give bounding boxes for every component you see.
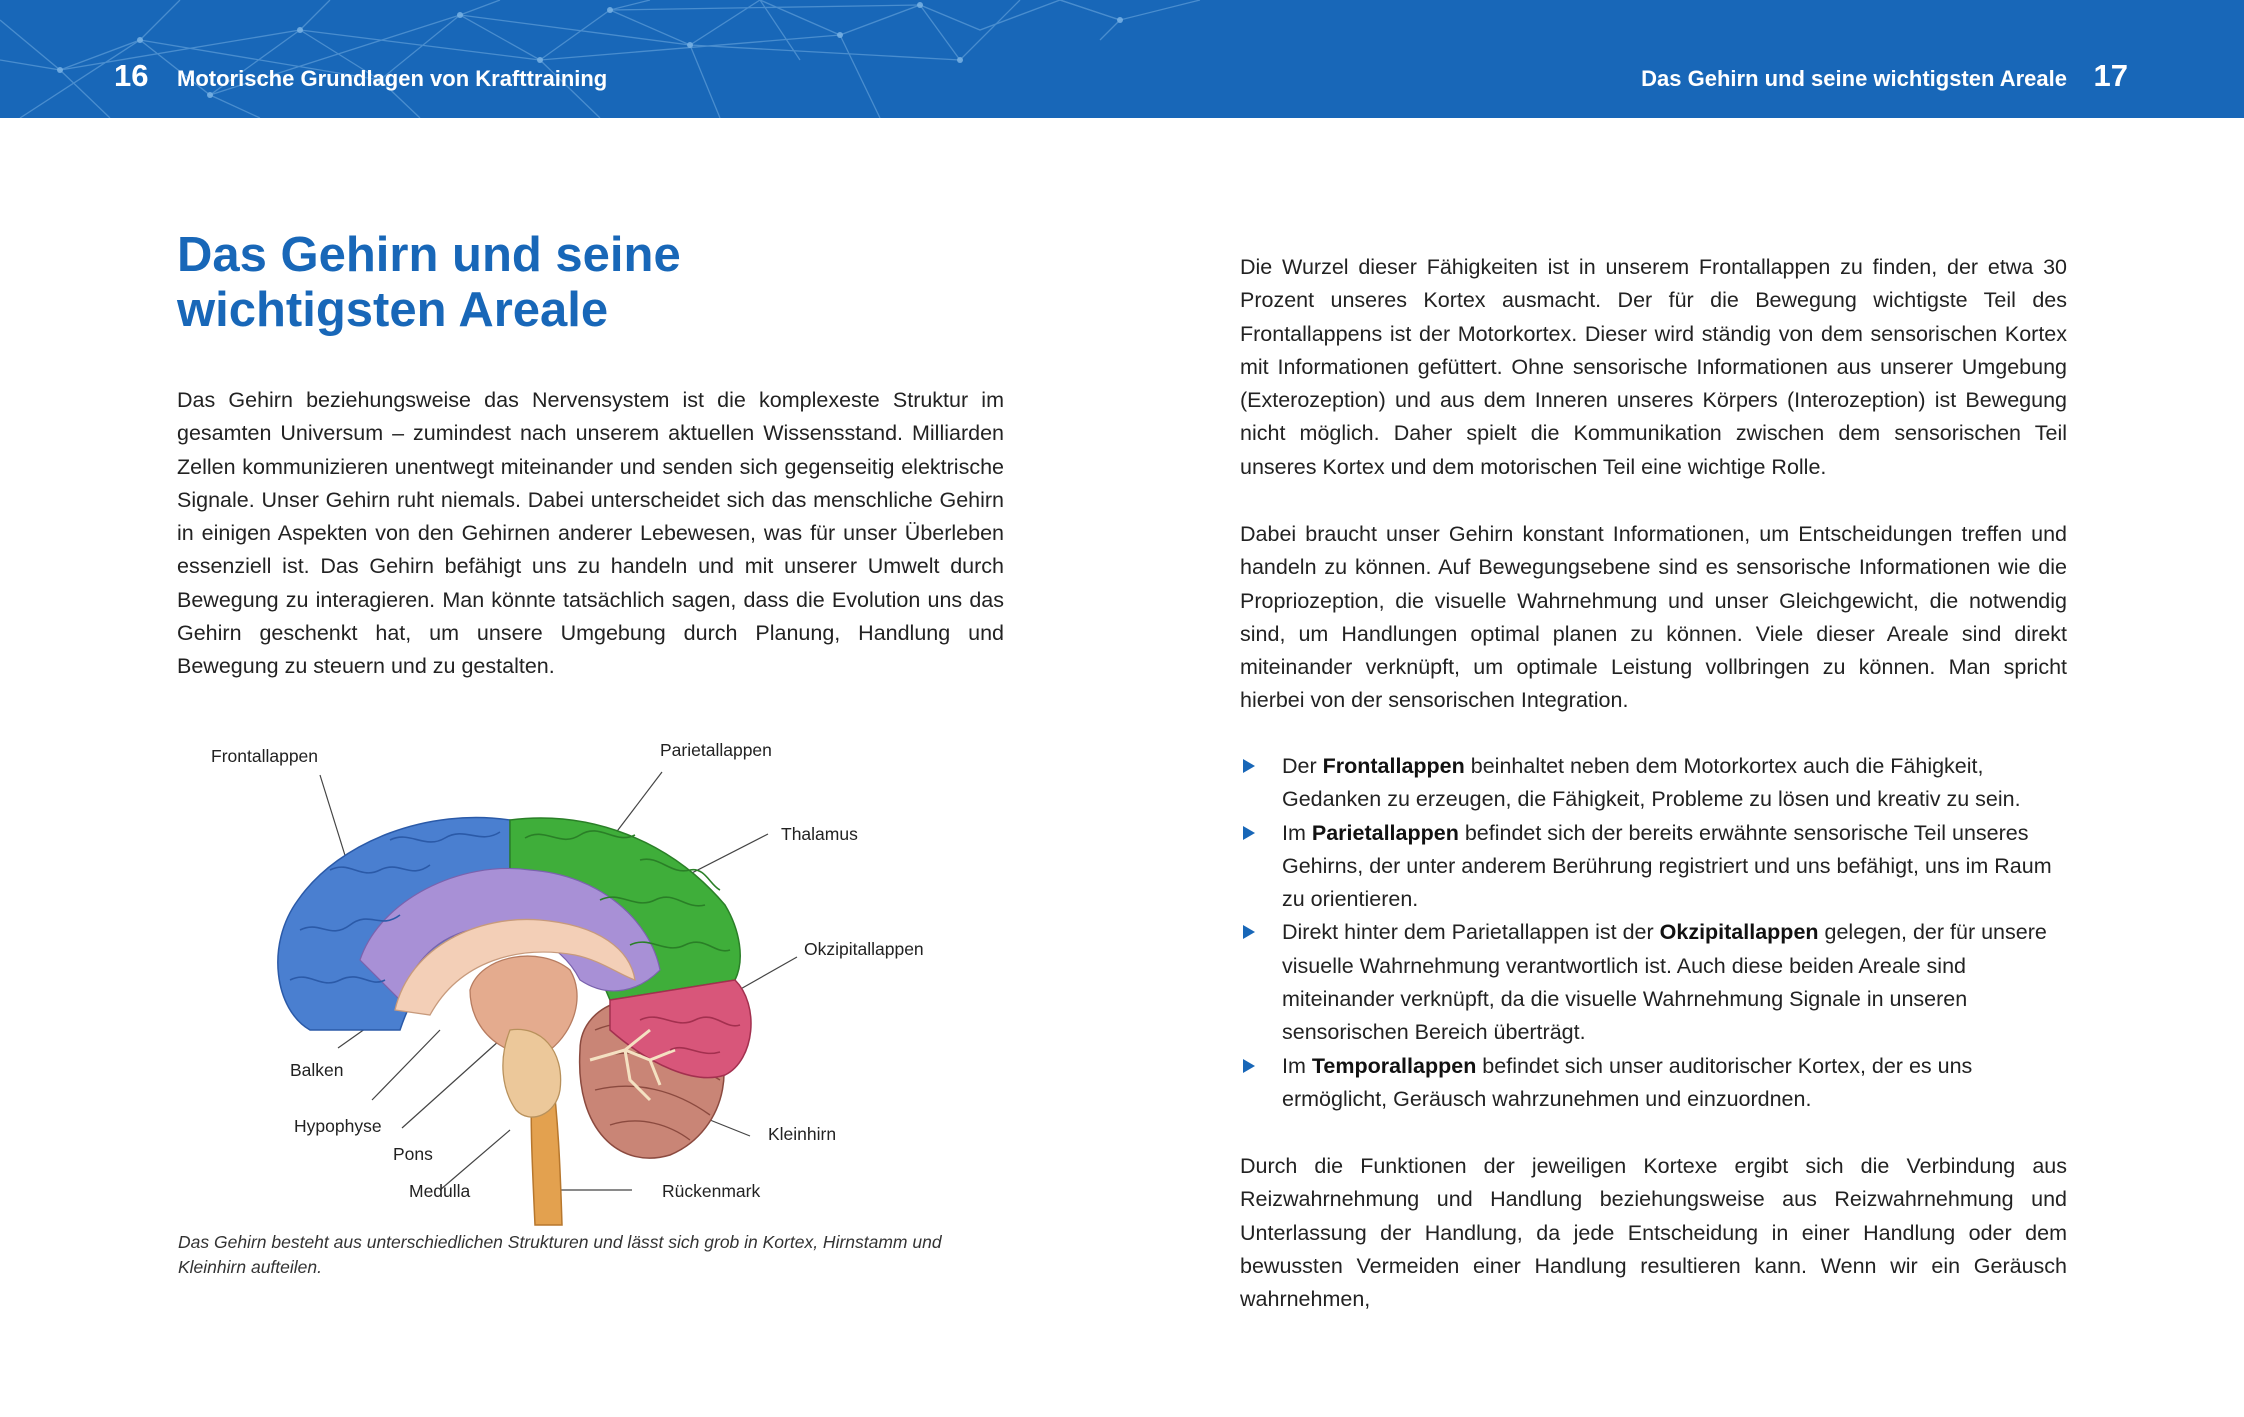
right-paragraph-3: Durch die Funktionen der jeweiligen Kortexe ergibt sich die Verbindung aus Reizwahrnehmung und Handlung beziehungsweise aus Reizwahrnehmung und Unterlassung der Handlung, da jede Entscheidung in einer Handlung oder dem bewussten Vermeiden einer Handlung resultieren kann. Wenn wir ein Geräusch wahrnehmen, (1240, 1154, 2067, 1312)
bold-term: Parietallappen (1311, 820, 1459, 845)
page-number-right: 17 (2093, 58, 2128, 93)
label-parietallappen: Parietallappen (660, 740, 772, 760)
running-head-left: Motorische Grundlagen von Krafttraining (177, 66, 608, 91)
label-frontallappen: Frontallappen (211, 746, 319, 766)
label-hypophyse: Hypophyse (294, 1116, 382, 1136)
label-okzipitallappen: Okzipitallappen (804, 939, 924, 959)
right-paragraph-2: Dabei braucht unser Gehirn konstant Informationen, um Entscheidungen treffen und handeln zu können. Auf Bewegungsebene sind es sensorische Informationen wie die Propriozeption, die visuelle Wahrnehmung und unser Gleichgewicht, die notwendig sind, um Handlungen optimal planen zu können. Viele dieser Areale sind direkt miteinander verknüpft, um optimale Leistung vollbringen zu können. Man spricht hierbei von der sensorischen Integration. (1240, 522, 2067, 713)
brain-figure (180, 730, 1010, 1230)
bullet-okzipitallappen: Direkt hinter dem Parietallappen ist der Okzipitallappen gelegen, der für unsere visuelle Wahrnehmung verantwortlich ist. Auch diese beiden Areale sind miteinander verknüpft, da die visuelle Wahrnehmung Signale in unseren sensorischen Bereich überträgt. (1240, 916, 2067, 1049)
page-number-left: 16 (114, 58, 149, 93)
bullet-frontallappen: Der Frontallappen beinhaltet neben dem Motorkortex auch die Fähigkeit, Gedanken zu erzeugen, die Fähigkeit, Probleme zu lösen und kreativ zu sein. (1240, 750, 2067, 817)
label-pons: Pons (393, 1144, 433, 1164)
label-kleinhirn: Kleinhirn (768, 1124, 837, 1144)
triangle-bullet-icon (1243, 925, 1255, 939)
bold-term: Temporallappen (1311, 1053, 1477, 1078)
triangle-bullet-icon (1243, 759, 1255, 773)
brain-illustration (180, 730, 1010, 1230)
intro-paragraph: Das Gehirn beziehungsweise das Nervensystem ist die komplexeste Struktur im gesamten Universum – zumindest nach unserem aktuellen Wissensstand. Milliarden Zellen kommunizieren unentwegt miteinander und senden sich gegenseitig elektrische Signale. Unser Gehirn ruht niemals. Dabei unterscheidet sich das menschliche Gehirn in einigen Aspekten von den Gehirnen anderer Lebewesen, was für unser Überleben essenziell ist. Das Gehirn befähigt uns zu handeln und mit unserer Umwelt durch Bewegung zu interagieren. Man könnte tatsächlich sagen, dass die Evolution uns das Gehirn geschenkt hat, um unsere Umgebung durch Planung, Handlung und Bewegung zu steuern und zu gestalten. (177, 388, 1004, 679)
lobes-bullet-list (1240, 750, 2067, 1116)
triangle-bullet-icon (1243, 826, 1255, 840)
bullet-temporallappen: Im Temporallappen befindet sich unser auditorischer Kortex, der es uns ermöglicht, Geräusch wahrzunehmen und einzuordnen. (1240, 1050, 2067, 1117)
label-rueckenmark: Rückenmark (662, 1181, 761, 1201)
network-pattern-decoration (0, 0, 1300, 118)
running-head-right: Das Gehirn und seine wichtigsten Areale (1641, 66, 2067, 91)
bullet-parietallappen: Im Parietallappen befindet sich der bereits erwähnte sensorische Teil unseres Gehirns, der unter anderem Berührung registriert und uns befähigt, uns im Raum zu orientieren. (1240, 817, 2067, 917)
bold-term: Frontallappen (1322, 754, 1465, 778)
label-medulla: Medulla (409, 1181, 471, 1201)
label-balken: Balken (290, 1060, 344, 1080)
chapter-title: Das Gehirn und seine wichtigsten Areale (177, 228, 681, 337)
triangle-bullet-icon (1243, 1059, 1255, 1073)
bold-term: Okzipitallappen (1659, 920, 1819, 945)
figure-caption: Das Gehirn besteht aus unterschiedlichen Strukturen und lässt sich grob in Kortex, Hirnstamm und Kleinhirn aufteilen. (178, 1232, 942, 1277)
running-header-bar (0, 0, 2244, 118)
right-paragraph-1: Die Wurzel dieser Fähigkeiten ist in unserem Frontallappen zu finden, der etwa 30 Prozent unseres Kortex ausmacht. Der für die Bewegung wichtigste Teil des Frontallappens ist der Motorkortex. Dieser wird ständig von dem sensorischen Kortex mit Informationen gefüttert. Ohne sensorische Informationen aus unserer Umgebung (Exterozeption) und aus dem Inneren unseres Körpers (Interozeption) ist Bewegung nicht möglich. Daher spielt die Kommunikation zwischen dem sensorischen Teil unseres Kortex und dem motorischen Teil eine wichtige Rolle. (1240, 255, 2067, 479)
label-thalamus: Thalamus (781, 824, 858, 844)
